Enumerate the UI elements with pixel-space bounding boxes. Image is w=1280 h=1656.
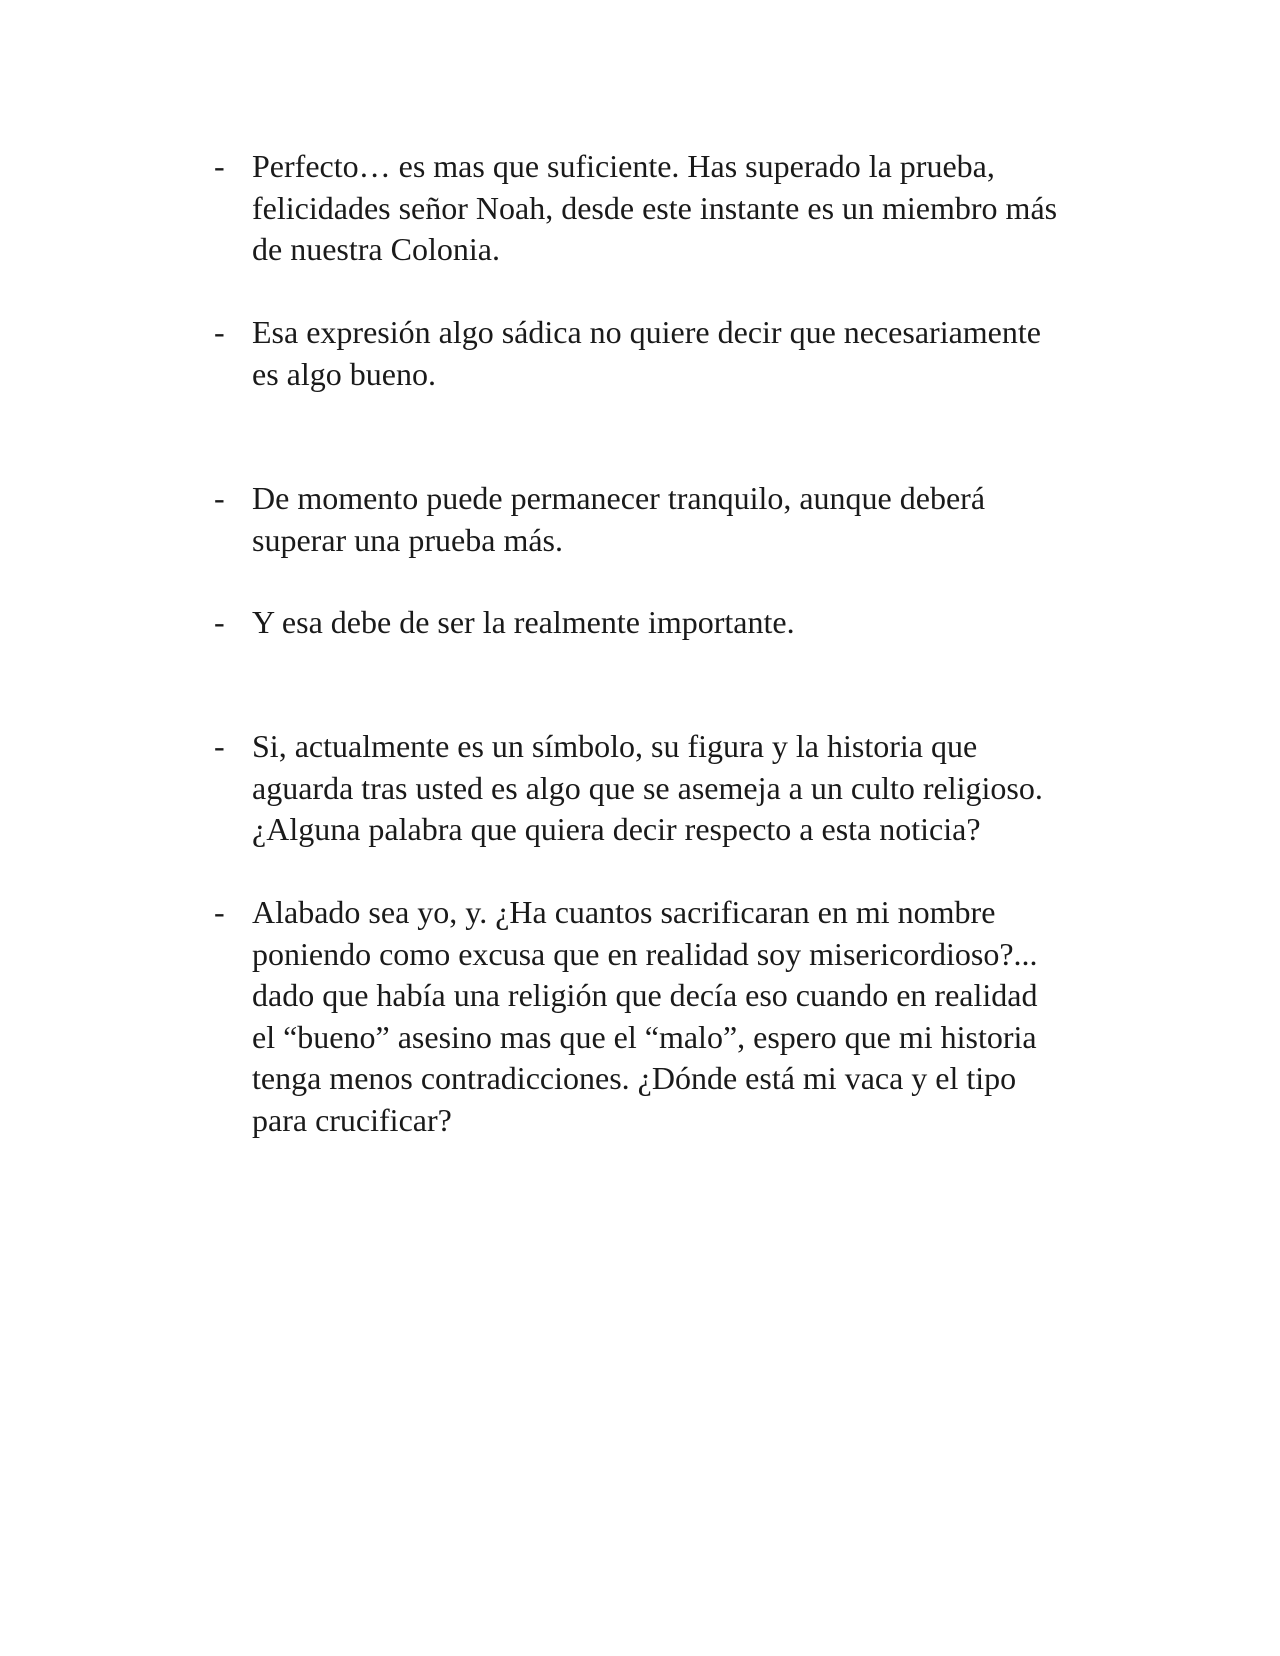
paragraph-text [252, 478, 1114, 561]
text-line: Si, actualmente es un símbolo, su figura y la historia que [252, 728, 978, 764]
bullet-dash: - [214, 894, 225, 930]
bullet-dash: - [214, 314, 225, 350]
paragraph-text [252, 312, 1114, 395]
text-line: superar una prueba más. [252, 521, 563, 558]
text-line: dado que había una religión que decía eso cuando en realidad [252, 977, 1038, 1013]
text-line: es algo bueno. [252, 355, 436, 392]
paragraph-text [252, 726, 1114, 851]
paragraph-text [252, 602, 1114, 644]
paragraph-text [252, 892, 1114, 1141]
text-line: De momento puede permanecer tranquilo, aunque deberá [252, 480, 986, 516]
text-line: Perfecto… es mas que suficiente. Has superado la prueba, [252, 148, 995, 184]
text-line: tenga menos contradicciones. ¿Dónde está mi vaca y el tipo [252, 1060, 1017, 1096]
text-line: de nuestra Colonia. [252, 231, 500, 267]
text-line: Esa expresión algo sádica no quiere decir que necesariamente [252, 314, 1041, 350]
bullet-dash: - [214, 728, 225, 764]
bullet-dash: - [214, 604, 225, 640]
text-line: Y esa debe de ser la realmente importante. [252, 604, 795, 640]
paragraph-text [252, 146, 1114, 271]
bullet-dash: - [214, 480, 225, 516]
text-line: ¿Alguna palabra que quiera decir respecto a esta noticia? [252, 811, 981, 847]
bullet-dash: - [214, 148, 225, 184]
text-line: para crucificar? [252, 1101, 452, 1138]
text-line: poniendo como excusa que en realidad soy misericordioso?... [252, 935, 1038, 972]
text-line: el “bueno” asesino mas que el “malo”, espero que mi historia [252, 1018, 1037, 1055]
text-line: aguarda tras usted es algo que se asemeja a un culto religioso. [252, 769, 1043, 806]
text-line: felicidades señor Noah, desde este instante es un miembro más [252, 189, 1058, 226]
text-line: Alabado sea yo, y. ¿Ha cuantos sacrificaran en mi nombre [252, 894, 996, 930]
